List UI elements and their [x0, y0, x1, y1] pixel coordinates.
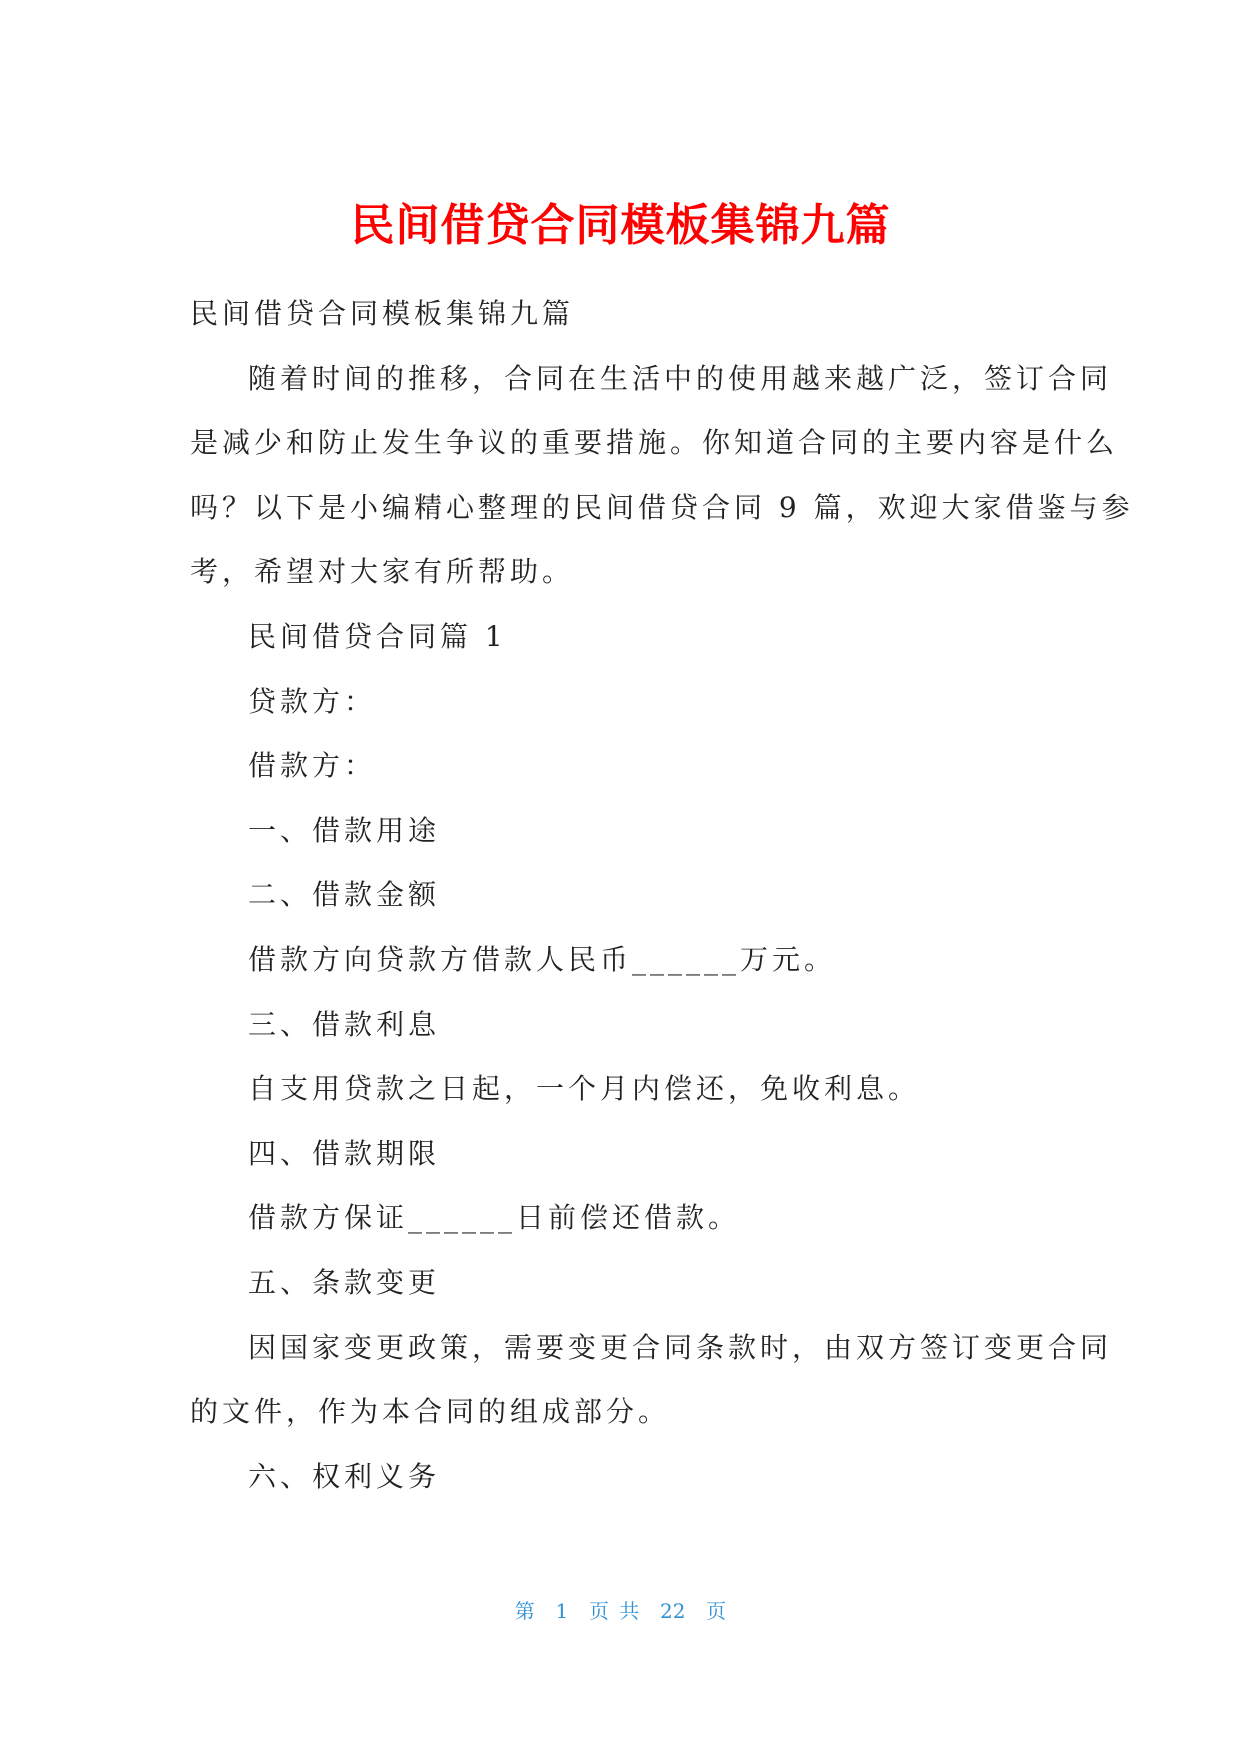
- intro-line-4: 考，希望对大家有所帮助。: [190, 555, 575, 589]
- document-body: [190, 282, 1134, 1509]
- clause-2-heading: 二、借款金额: [248, 878, 441, 912]
- clause-6-heading: 六、权利义务: [248, 1459, 441, 1493]
- intro-line-3: 吗？以下是小编精心整理的民间借贷合同 9 篇，欢迎大家借鉴与参: [190, 490, 1134, 524]
- section-title: 民间借贷合同篇 1: [248, 619, 507, 653]
- clause-3-heading: 三、借款利息: [248, 1007, 441, 1041]
- borrower-label: 借款方：: [248, 749, 377, 783]
- intro-line-2: 是减少和防止发生争议的重要措施。你知道合同的主要内容是什么: [190, 426, 1119, 460]
- clause-4-text: 借款方保证______日前偿还借款。: [248, 1201, 741, 1235]
- clause-2-text: 借款方向贷款方借款人民币______万元。: [248, 942, 837, 976]
- clause-4-heading: 四、借款期限: [248, 1136, 441, 1170]
- page-number-footer: 第 1 页 共 22 页: [514, 1599, 727, 1623]
- clause-5-heading: 五、条款变更: [248, 1265, 441, 1299]
- clause-5-line-2: 的文件，作为本合同的组成部分。: [190, 1395, 671, 1429]
- intro-line-1: 随着时间的推移，合同在生活中的使用越来越广泛，签订合同: [248, 361, 1113, 395]
- clause-1-heading: 一、借款用途: [248, 813, 441, 847]
- clause-3-text: 自支用贷款之日起，一个月内偿还，免收利息。: [248, 1072, 921, 1106]
- clause-5-line-1: 因国家变更政策，需要变更合同条款时，由双方签订变更合同: [248, 1330, 1113, 1364]
- document-title: 民间借贷合同模板集锦九篇: [350, 200, 891, 251]
- lender-label: 贷款方：: [248, 684, 377, 718]
- document-subtitle: 民间借贷合同模板集锦九篇: [190, 297, 575, 330]
